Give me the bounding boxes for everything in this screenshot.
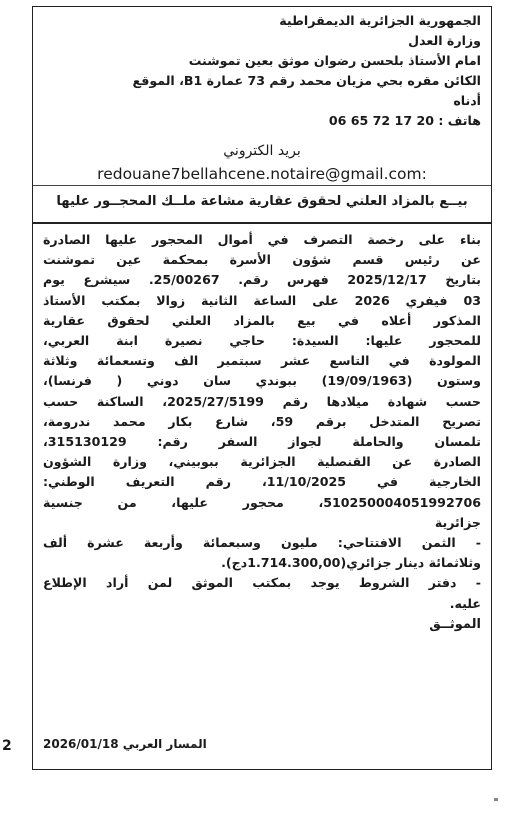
body-line: - الثمن الافتتاحي: مليون وسبعمائة وأربعة عشرة ألف: [43, 535, 481, 551]
body-line: عليه.: [449, 595, 481, 611]
address-line-1: الكائن مقره بحي مزيان محمد رقم 73 عمارة B1، الموقع: [132, 73, 481, 88]
body-line: المذكور أعلاه في بيع بالمزاد العلني لحقوق عقارية: [43, 312, 481, 328]
print-speck: [494, 798, 498, 801]
notice-title: بيــع بالمزاد العلني لحقوق عقارية مشاعة ملــك المحجــور عليها: [56, 194, 468, 209]
notice-body: [43, 230, 481, 636]
ministry-heading: وزارة العدل: [408, 33, 481, 48]
email-address: redouane7bellahcene.notaire@gmail.com:: [97, 165, 427, 183]
body-line: وثلاثمائة دينار جزائري(1.714.300,00دج).: [221, 555, 481, 571]
body-line: - دفتر الشروط يوجد بمكتب الموثق لمن أراد الإطلاع: [43, 575, 481, 591]
body-line: حسب شهادة ميلادها رقم 2025/27/5199، الساكنة حسب: [43, 393, 481, 409]
body-line: جزائرية: [434, 514, 481, 530]
body-line: بناء على رخصة التصرف في أموال المحجور عليها الصادرة: [43, 232, 481, 247]
divider-title: [33, 222, 491, 224]
publication-date: 2026/01/18: [43, 737, 119, 751]
body-line: 510250004051992706، محجور عليها، من جنسية: [43, 494, 481, 510]
body-line: الخارجية في 11/10/2025، رقم التعريف الوطني:: [43, 474, 481, 490]
body-line: للمحجور عليها: السيدة: حاجي نصيرة ابنة العربي،: [43, 333, 481, 349]
publication-name: المسار العربي: [122, 737, 207, 751]
phone-label: هاتف :: [438, 113, 481, 128]
notice-header: [43, 11, 481, 185]
body-line: عن رئيس قسم شؤون الأسرة بمحكمة عين تموشنت: [43, 252, 481, 268]
page-number: 2: [2, 738, 12, 754]
body-line: وستون (19/09/1963) ببوندي سان دوني ( فرنسا)،: [43, 373, 481, 389]
body-line: تلمسان والحاملة لجواز السفر رقم: 315130129،: [43, 434, 481, 450]
notary-line: امام الأستاذ بلحسن رضوان موثق بعين تموشنت: [188, 53, 481, 68]
phone-number: 06 65 72 17 20: [328, 113, 434, 128]
legal-notice: [32, 6, 492, 770]
body-line: بتاريخ 2025/12/17 فهرس رقم. 25/00267. سيشرع يوم: [43, 272, 481, 288]
body-line: الصادرة عن القنصلية الجزائرية ببوبيني، وزارة الشؤون: [43, 454, 481, 470]
body-line: 03 فيفري 2026 على الساعة الثانية زوالا بمكتب الأستاذ: [43, 292, 481, 308]
body-line: تصريح المتدخل برقم 59، شارع بكار محمد ندرومة،: [43, 413, 481, 429]
body-line: المولودة في التاسع عشر سبتمبر الف وتسعمائة وثلاثة: [43, 353, 481, 369]
republic-heading: الجمهورية الجزائرية الديمقراطية: [279, 13, 481, 28]
email-label: بريد الكتروني: [223, 143, 301, 159]
divider-top: [33, 185, 491, 186]
publication-footer: [33, 737, 491, 759]
notary-signature: الموثــق: [429, 616, 481, 632]
phone-line: [43, 111, 481, 131]
address-line-2: أدناه: [453, 93, 481, 108]
